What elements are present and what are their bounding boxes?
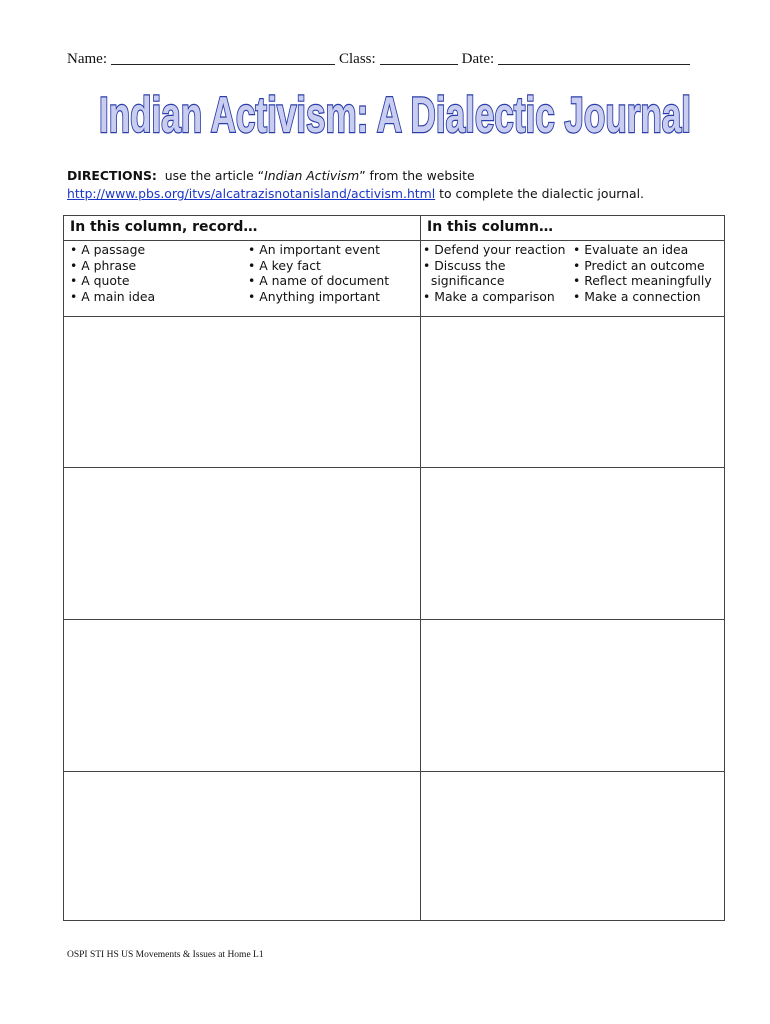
list-item: • Make a comparison: [423, 289, 565, 305]
journal-entry-row: [64, 316, 724, 468]
list-item: • Anything important: [248, 289, 389, 305]
right-entry-cell[interactable]: [421, 620, 724, 771]
list-item: • A passage: [70, 242, 155, 258]
list-item: • A phrase: [70, 258, 155, 274]
right-prompts-list-a: [423, 242, 565, 304]
page-title: [95, 82, 695, 144]
list-item: significance: [430, 273, 505, 289]
left-column-header: In this column, record…: [70, 219, 258, 235]
journal-prompt-row: [64, 240, 724, 317]
right-entry-cell[interactable]: [421, 316, 724, 467]
name-field[interactable]: [111, 49, 335, 65]
date-field[interactable]: [498, 49, 690, 65]
journal-entry-row: [64, 620, 724, 772]
list-item: • Evaluate an idea: [573, 242, 712, 258]
left-prompts-list-b: [248, 242, 389, 304]
left-entry-cell[interactable]: [64, 772, 420, 920]
right-entry-cell[interactable]: [421, 468, 724, 619]
right-entry-cell[interactable]: [421, 772, 724, 920]
list-item: • A name of document: [248, 273, 389, 289]
list-item: • A quote: [70, 273, 155, 289]
footer-text: OSPI STI HS US Movements & Issues at Home L1: [67, 950, 264, 960]
list-item: • A main idea: [70, 289, 155, 305]
directions-label: DIRECTIONS:: [67, 168, 157, 183]
list-item: • Defend your reaction: [423, 242, 565, 258]
journal-entry-row: [64, 468, 724, 620]
list-item: • An important event: [248, 242, 389, 258]
journal-entry-row: [64, 772, 724, 920]
directions: [67, 167, 727, 203]
list-item: • Make a connection: [573, 289, 712, 305]
article-title: Indian Activism: [264, 168, 360, 183]
column-divider: [420, 216, 421, 920]
left-entry-cell[interactable]: [64, 316, 420, 467]
name-label: Name:: [67, 51, 107, 67]
list-item: • Predict an outcome: [573, 258, 712, 274]
directions-text-after: to complete the dialectic journal.: [439, 186, 644, 201]
dialectic-journal-table: [63, 215, 725, 921]
list-item: • A key fact: [248, 258, 389, 274]
left-entry-cell[interactable]: [64, 620, 420, 771]
page-title-text: Indian Activism: A Dialectic Journal: [99, 87, 691, 143]
class-field[interactable]: [380, 49, 458, 65]
left-prompts-list-a: [70, 242, 155, 304]
left-entry-cell[interactable]: [64, 468, 420, 619]
right-prompts-list-b: [573, 242, 712, 304]
article-link[interactable]: http://www.pbs.org/itvs/alcatrazisnotanisland/activism.html: [67, 186, 436, 201]
directions-text-before: use the article “: [164, 168, 265, 183]
right-column-header: In this column…: [427, 219, 553, 235]
list-item: • Discuss the: [423, 258, 565, 274]
journal-header-row: [64, 216, 724, 241]
list-item: • Reflect meaningfully: [573, 273, 712, 289]
date-label: Date:: [461, 51, 495, 67]
class-label: Class:: [338, 51, 376, 67]
directions-text-mid: ” from the website: [359, 168, 475, 183]
student-info-row: [67, 46, 707, 68]
